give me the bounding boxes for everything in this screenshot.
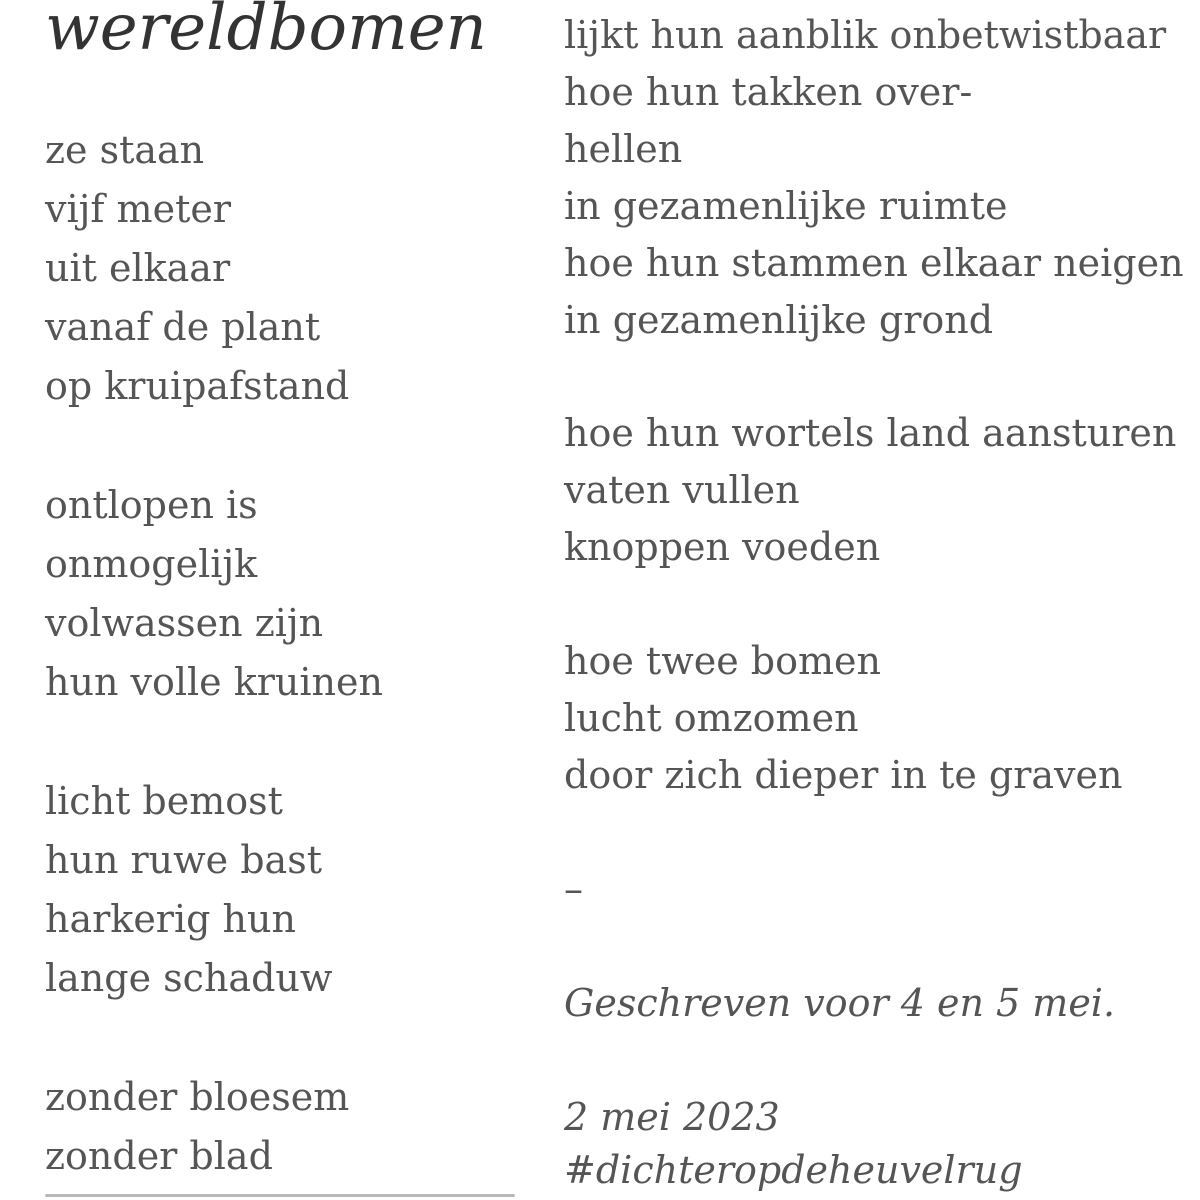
poem-line: vaten vullen [564,468,800,512]
poem-line: door zich dieper in te graven [564,753,1123,797]
poem-line: hoe twee bomen [564,639,881,683]
poem-hashtag: #dichteropdeheuvelrug [564,1148,1023,1192]
poem-line: volwassen zijn [45,601,324,645]
poem-line: lucht omzomen [564,696,859,740]
poem-line: uit elkaar [45,246,231,290]
poem-line: onmogelijk [45,542,258,586]
poem-line: hun volle kruinen [45,660,383,704]
poem-title: wereldbomen [45,0,487,65]
poem-line: licht bemost [45,779,283,823]
poem-line: ontlopen is [45,483,258,527]
poem-line: ze staan [45,128,205,172]
poem-line: lijkt hun aanblik onbetwistbaar [564,13,1167,57]
poem-line: vijf meter [45,187,231,231]
poem-line: in gezamenlijke ruimte [564,184,1008,228]
poem-line: hellen [564,127,683,171]
poem-line: hoe hun stammen elkaar neigen [564,241,1184,285]
poem-line: knoppen voeden [564,525,881,569]
poem-line: vanaf de plant [45,305,321,349]
poem-note: Geschreven voor 4 en 5 mei. [564,981,1116,1025]
poem-line: zonder blad [45,1134,273,1178]
poem-separator: – [564,867,583,911]
poem-line: lange schaduw [45,956,333,1000]
poem-line: zonder bloesem [45,1075,350,1119]
poem-line: hoe hun takken over- [564,70,973,114]
poem-line: in gezamenlijke grond [564,298,994,342]
poem-line: hoe hun wortels land aansturen [564,411,1177,455]
poem-line: harkerig hun [45,897,296,941]
poem-line: hun ruwe bast [45,838,322,882]
poem-date: 2 mei 2023 [564,1095,780,1139]
poem-line: op kruipafstand [45,364,350,408]
cut-off-text-line [45,1192,525,1200]
